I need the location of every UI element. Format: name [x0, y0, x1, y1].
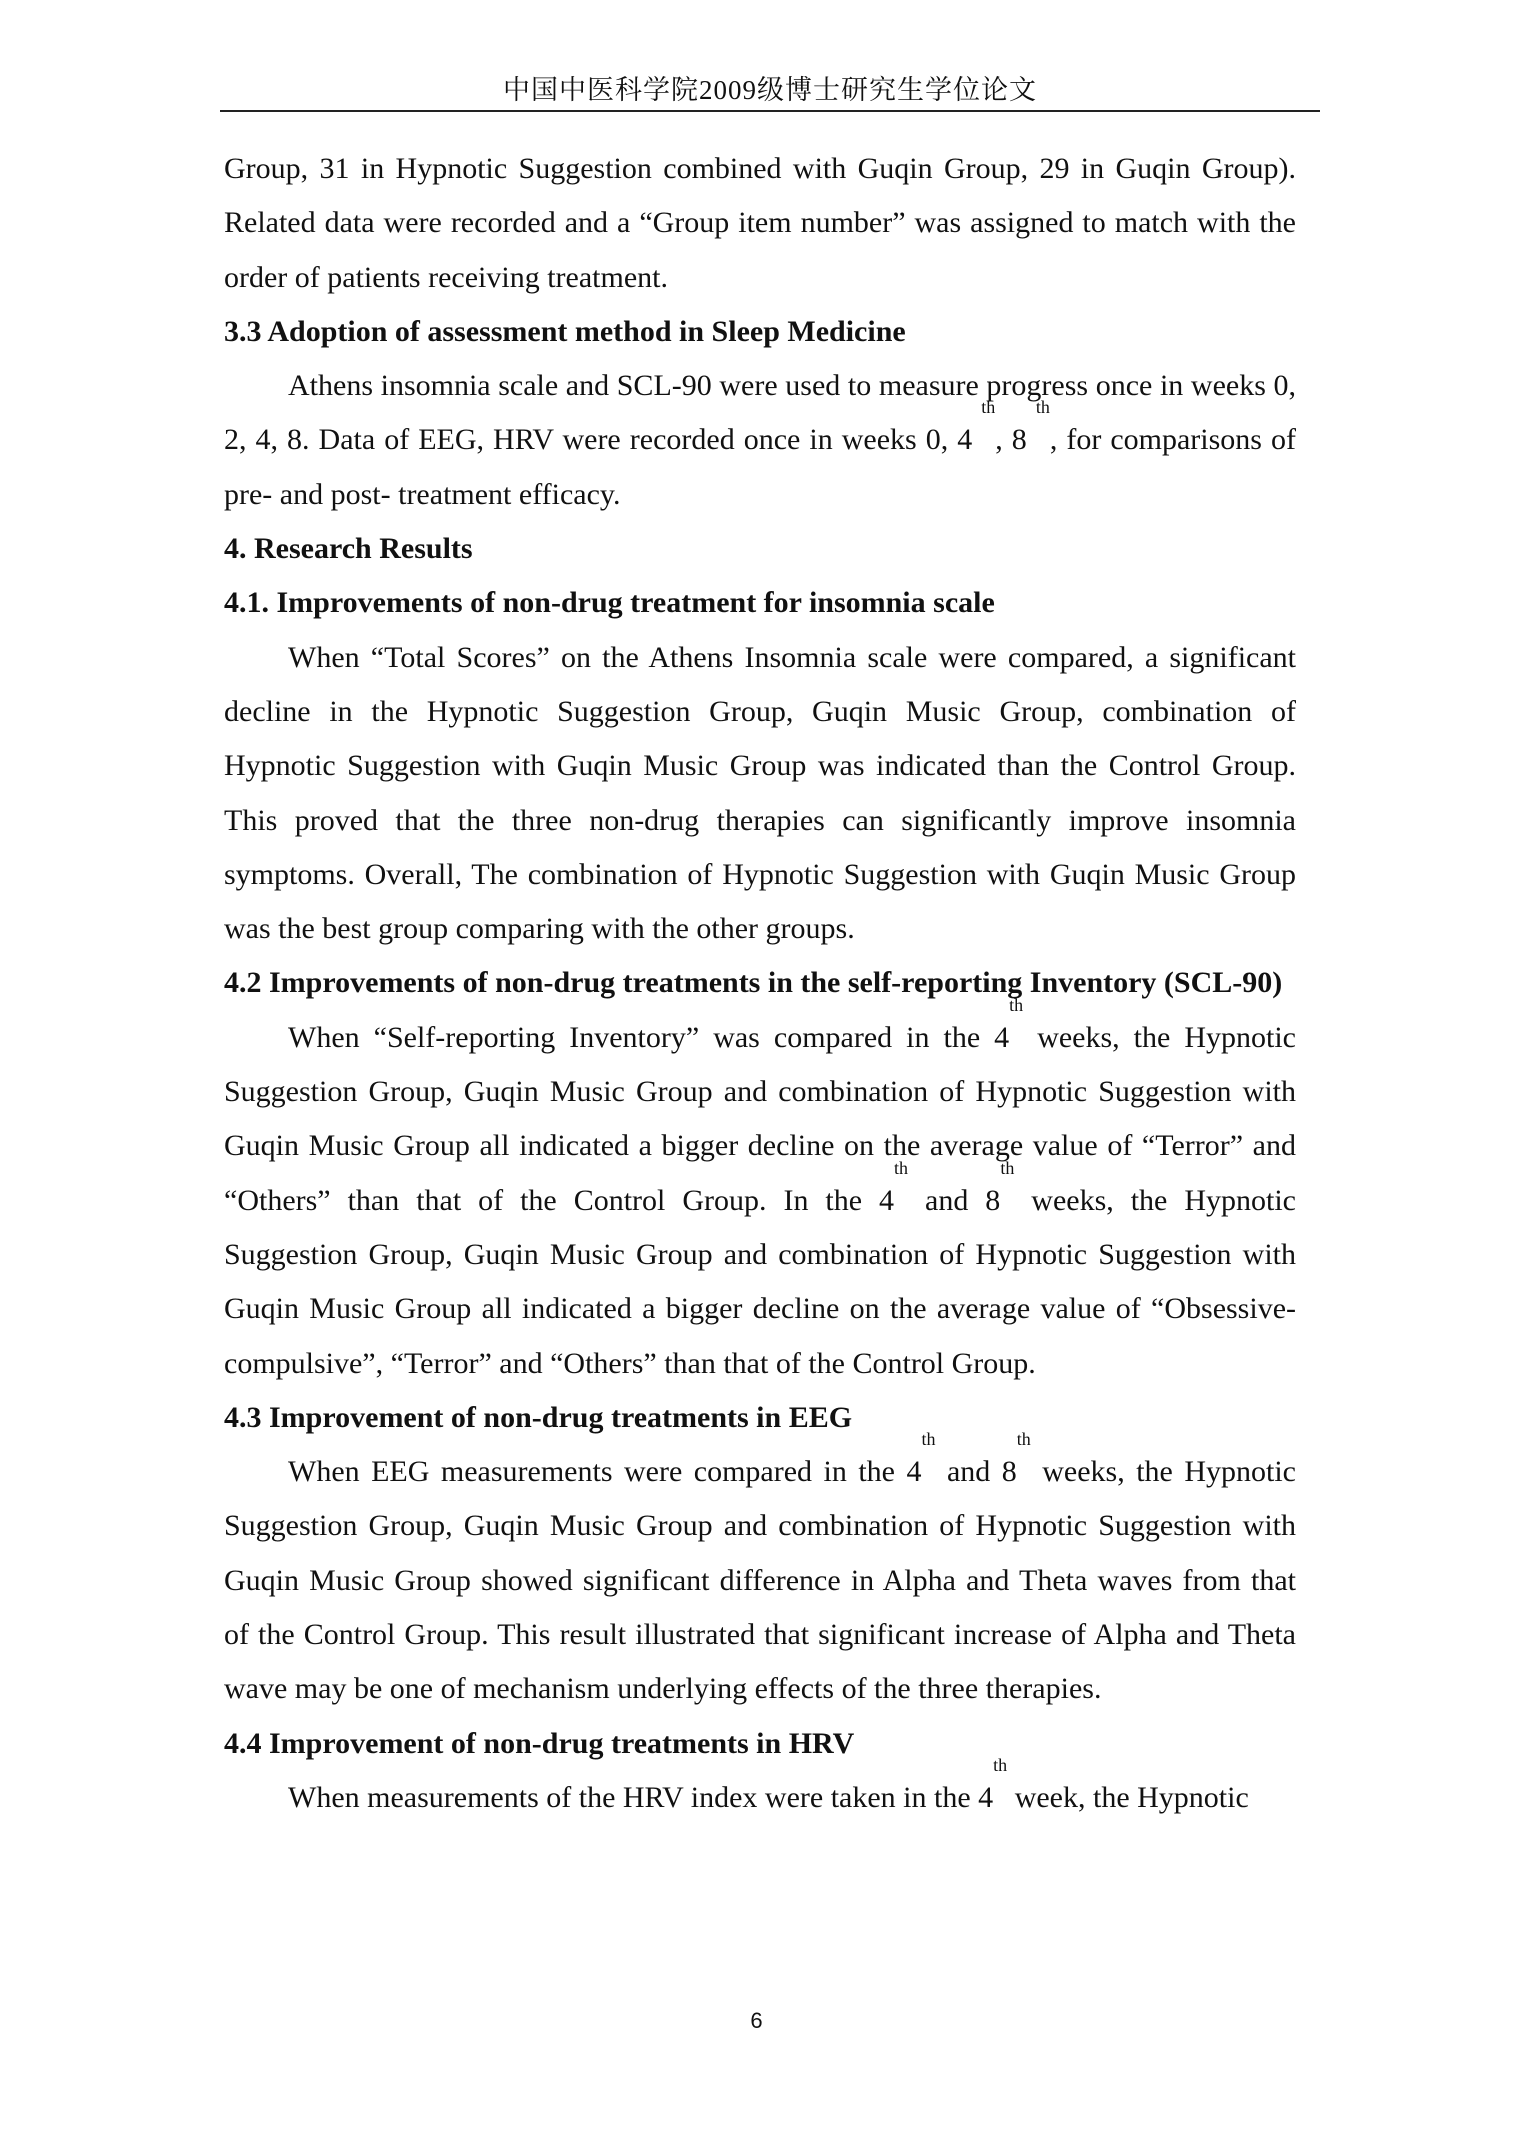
ordinal-superscript: th: [921, 1429, 936, 1450]
section-heading: 3.3 Adoption of assessment method in Sleep Medicine: [224, 314, 906, 348]
body-text: [224, 142, 1296, 1825]
ordinal-superscript: th: [993, 1754, 1008, 1775]
paragraph-text: When “Total Scores” on the Athens Insomnia scale were compared, a significant decline in the Hypnotic Suggestion Group, Guqin Music Group, combination of Hypnotic Suggestion with Guqin Music Group was indicated than the Control Group. This proved that the three non-drug therapies can significantly improve insomnia symptoms. Overall, The combination of Hypnotic Suggestion with Guqin Music Group was the best group comparing with the other groups.: [224, 640, 1296, 946]
paragraph: [224, 359, 1296, 522]
ordinal-superscript: th: [1000, 1157, 1015, 1178]
page-number: 6: [750, 2008, 763, 2033]
paragraph: [224, 1754, 1296, 1825]
paragraph-text: and 8: [908, 1183, 1001, 1217]
paragraph-text: , for comparisons of pre- and post- treatment efficacy.: [224, 423, 1296, 511]
section-heading: 4. Research Results: [224, 532, 473, 566]
running-header: 中国中医科学院2009级博士研究生学位论文: [503, 75, 1037, 105]
paragraph-text: weeks, the Hypnotic Suggestion Group, Guqin Music Group and combination of Hypnotic Suggestion with Guqin Music Group all indicated a bigger decline on the average value of “Terror” and “Others” than that of the Control Group. In the 4: [224, 1020, 1296, 1217]
paragraph: [224, 994, 1296, 1391]
paragraph-text: Athens insomnia scale and SCL-90 were used to measure progress once in weeks 0, 2, 4, 8. Data of EEG, HRV were recorded once in weeks 0, 4: [224, 369, 1296, 457]
paragraph: [224, 142, 1296, 305]
ordinal-superscript: th: [1035, 397, 1050, 418]
paragraph-text: , 8: [995, 423, 1036, 457]
section-heading: 4.4 Improvement of non-drug treatments in HRV: [224, 1726, 855, 1760]
paragraph-text: When “Self-reporting Inventory” was compared in the 4: [288, 1020, 1010, 1054]
ordinal-superscript: th: [1009, 994, 1024, 1015]
paragraph-text: When measurements of the HRV index were taken in the 4: [288, 1780, 994, 1814]
paragraph-text: Group, 31 in Hypnotic Suggestion combined with Guqin Group, 29 in Guqin Group). Related data were recorded and a “Group item number” was assigned to match with the order of patients receiving treatment.: [224, 152, 1296, 294]
paragraph: [224, 1429, 1296, 1716]
header-rule: [220, 110, 1320, 112]
paragraph-text: When EEG measurements were compared in the 4: [288, 1455, 922, 1489]
paragraph-text: weeks, the Hypnotic Suggestion Group, Guqin Music Group and combination of Hypnotic Suggestion with Guqin Music Group all indicated a bigger decline on the average value of “Obsessive-compulsive”, “Terror” and “Others” than that of the Control Group.: [224, 1183, 1296, 1380]
section-heading: 4.2 Improvements of non-drug treatments in the self-reporting Inventory (SCL-90): [224, 966, 1283, 1000]
ordinal-superscript: th: [981, 397, 996, 418]
paragraph: [224, 631, 1296, 957]
section-heading: 4.3 Improvement of non-drug treatments in EEG: [224, 1400, 853, 1434]
paragraph-text: weeks, the Hypnotic Suggestion Group, Guqin Music Group and combination of Hypnotic Suggestion with Guqin Music Group showed significant difference in Alpha and Theta waves from that of the Control Group. This result illustrated that significant increase of Alpha and Theta wave may be one of mechanism underlying effects of the three therapies.: [224, 1455, 1296, 1706]
paragraph-text: and 8: [935, 1455, 1017, 1489]
section-heading: 4.1. Improvements of non-drug treatment for insomnia scale: [224, 586, 995, 620]
paragraph-text: week, the Hypnotic: [1007, 1780, 1249, 1814]
ordinal-superscript: th: [894, 1157, 909, 1178]
ordinal-superscript: th: [1016, 1429, 1031, 1450]
